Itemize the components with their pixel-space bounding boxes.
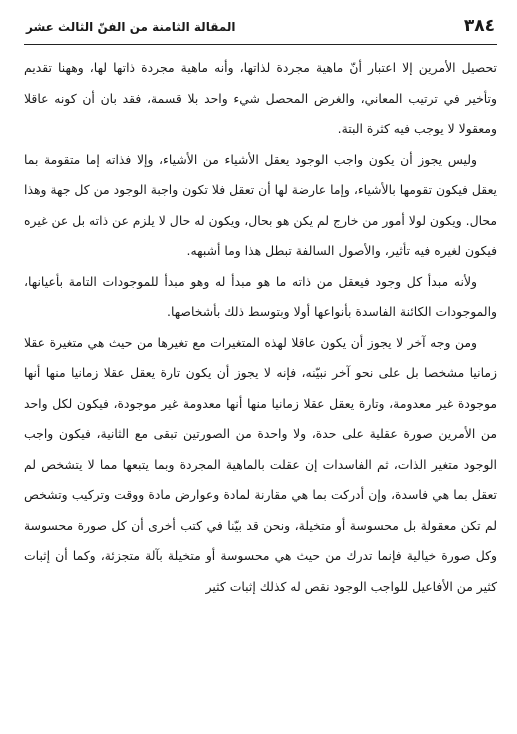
book-page (24, 14, 497, 724)
header-rule (24, 44, 497, 45)
page-number: ٣٨٤ (463, 16, 495, 36)
paragraph-3: ولأنه مبدأ كل وجود فيعقل من ذاته ما هو مبدأ له وهو مبدأ للموجودات التامة بأعيانها، والموجودات الكائنة الفاسدة بأنواعها أولا وبتوسط ذلك بأشخاصها. (24, 273, 497, 319)
paragraph-2: وليس يجوز أن يكون واجب الوجود يعقل الأشياء من الأشياء، وإلا فذاته إما متقومة بما يعقل فيكون تقومها بالأشياء، وإما عارضة لها أن تعقل فلا تكون واجبة الوجود من كل جهة وهذا محال. ويكون لولا أمور من خارج لم يكن هو بحال، ويكون له حال لا يلزم عن ذاته بل عن غيره فيكون لغيره فيه تأثير، والأصول السالفة تبطل هذا وما أشبهه. (24, 151, 497, 258)
paragraph-1: تحصيل الأمرين إلا اعتبار أنّ ماهية مجردة لذاتها، وأنه ماهية مجردة ذاتها لها، وههنا تقديم وتأخير في ترتيب المعاني، والغرض المحصل شيء واحد بلا قسمة، فقد بان أن كونه عاقلا ومعقولا لا يوجب فيه كثرة البتة. (24, 60, 497, 136)
running-title: المقالة الثامنة من الفنّ الثالث عشر (26, 20, 236, 34)
body-text (24, 53, 497, 602)
page-header (24, 14, 497, 44)
paragraph-4: ومن وجه آخر لا يجوز أن يكون عاقلا لهذه المتغيرات مع تغيرها من حيث هي متغيرة عقلا زمانيا مشخصا بل على نحو آخر نبيّنه، فإنه لا يجوز أن يكون تارة يعقل عقلا زمانيا منها أنها موجودة غير معدومة، وتارة يعقل عقلا زمانيا منها أنها معدومة غير موجودة، فيكون لكل واحد من الأمرين صورة عقلية على حدة، ولا واحدة من الصورتين تبقى مع الثانية، فيكون واجب الوجود متغير الذات، ثم الفاسدات إن عقلت بالماهية المجردة وبما يتبعها مما لا يتشخص لم تعقل بما هي فاسدة، وإن أدركت بما هي مقارنة لمادة وعوارض مادة ووقت وتركيب وتشخص لم تكن معقولة بل محسوسة أو متخيلة، ونحن قد بيّنا في كتب أخرى أن كل صورة محسوسة وكل صورة خيالية فإنما تدرك من حيث هي محسوسة أو متخيلة بآلة متجزئة، وكما أن إثبات كثير من الأفاعيل للواجب الوجود نقص له كذلك إثبات كثير (24, 334, 497, 594)
